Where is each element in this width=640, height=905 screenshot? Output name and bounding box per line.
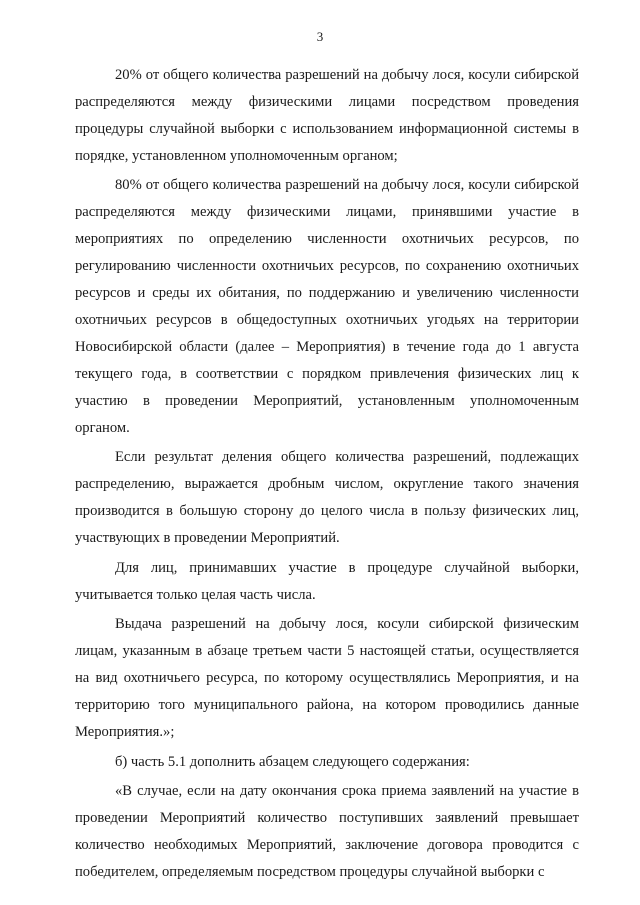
- paragraph-permit-issuance: Выдача разрешений на добычу лося, косули сибирской физическим лицам, указанным в абзаце третьем части 5 настоящей статьи, осуществляется на вид охотничьего ресурса, по которому осуществлялись Мероприятия, и на территорию того муниципального района, на котором проводились данные Мероприятия.»;: [75, 616, 579, 740]
- document-body: [75, 62, 579, 886]
- paragraph-amendment-b: б) часть 5.1 дополнить абзацем следующего содержания:: [115, 753, 470, 770]
- paragraph-participants-share: 80% от общего количества разрешений на добычу лося, косули сибирской распределяются между физическими лицами, принявшими участие в мероприятиях по определению численности охотничьих ресурсов, по регулированию численности охотничьих ресурсов, по сохранению охотничьих ресурсов и среды их обитания, по поддержанию и увеличению численности охотничьих ресурсов в общедоступных охотничьих угодьях на территории Новосибирской области (далее – Мероприятия) в течение года до 1 августа текущего года, в соответствии с порядком привлечения физических лиц к участию в проведении Мероприятий, установленным уполномоченным органом.: [75, 177, 579, 436]
- paragraph-added-text: «В случае, если на дату окончания срока приема заявлений на участие в проведении Мероприятий количество поступивших заявлений превышает количество необходимых Мероприятий, заключение договора проводится с победителем, определяемым посредством процедуры случайной выборки с: [75, 783, 579, 881]
- paragraph-rounding-rule: Если результат деления общего количества разрешений, подлежащих распределению, выражается дробным числом, округление такого значения производится в большую сторону до целого числа в пользу физических лиц, участвующих в проведении Мероприятий.: [75, 449, 579, 546]
- paragraph-random-selection-share: 20% от общего количества разрешений на добычу лося, косули сибирской распределяются между физическими лицами посредством проведения процедуры случайной выборки с использованием информационной системы в порядке, установленном уполномоченным органом;: [75, 67, 579, 164]
- paragraph-whole-part-rule: Для лиц, принимавших участие в процедуре случайной выборки, учитывается только целая часть числа.: [75, 559, 579, 603]
- page-number: 3: [316, 29, 324, 44]
